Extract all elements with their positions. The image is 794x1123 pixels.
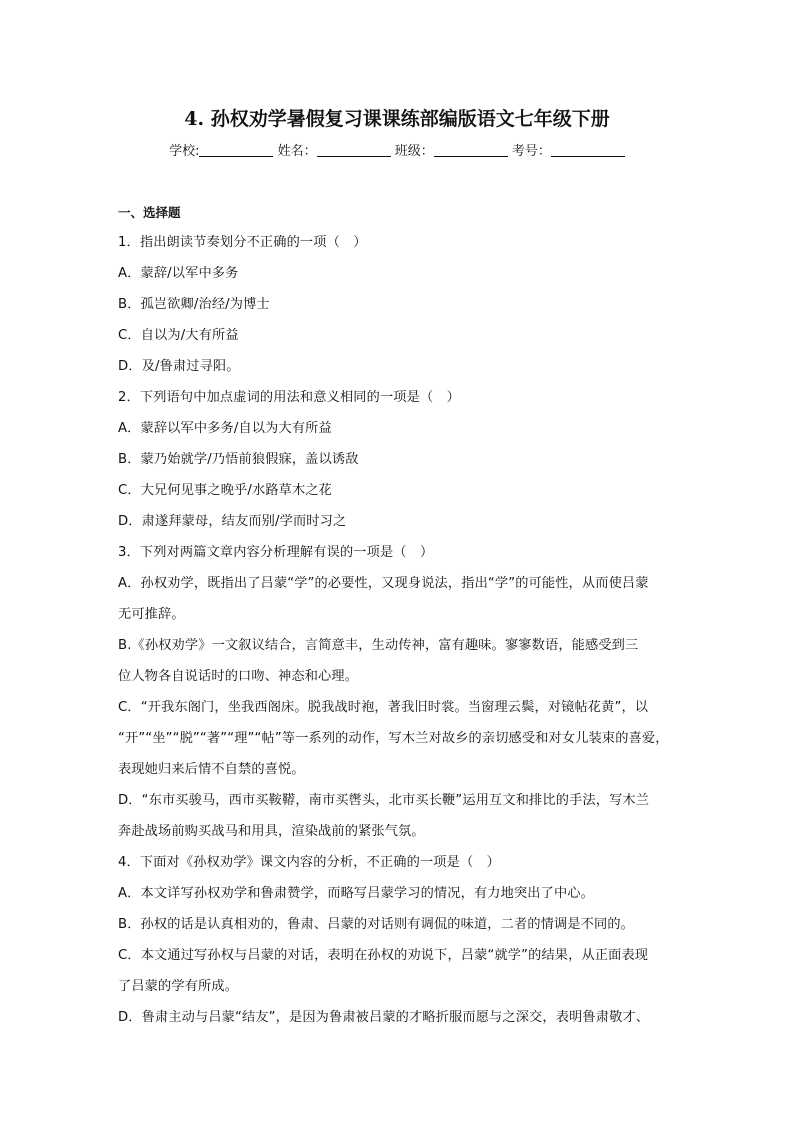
class-label: 班级： — [394, 144, 434, 159]
question-3-option-d-line-2: 奔赴战场前购买战马和用具，渲染战前的紧张气氛。 — [118, 824, 425, 839]
question-3-option-a-line-1: A．孙权劝学，既指出了吕蒙“学”的必要性，又现身说法，指出“学”的可能性，从而使吕蒙 — [118, 576, 649, 591]
school-label: 学校: — [169, 144, 200, 159]
question-body — [118, 203, 684, 1033]
class-blank[interactable] — [434, 144, 508, 157]
document-title: 4. 孙权劝学暑假复习课课练部编版语文七年级下册 — [184, 108, 610, 130]
question-2-option-b: B．蒙乃始就学/乃悟前狼假寐，盖以诱敌 — [118, 452, 359, 467]
question-2-stem: 2．下列语句中加点虚词的用法和意义相同的一项是（ ） — [118, 390, 460, 405]
question-3-option-c-line-3: 表现她归来后情不自禁的喜悦。 — [118, 762, 305, 777]
question-4-option-c-line-1: C．本文通过写孙权与吕蒙的对话，表明在孙权的劝说下，吕蒙“就学”的结果，从正面表现 — [118, 948, 649, 963]
question-3-option-c-line-2: “开”“坐”“脱”“著”“理”“帖”等一系列的动作，写木兰对故乡的亲切感受和对女儿装束的喜爱， — [118, 731, 669, 746]
exam-number-label: 考号： — [511, 144, 551, 159]
school-blank[interactable] — [199, 144, 273, 157]
question-4-stem: 4．下面对《孙权劝学》课文内容的分析，不正确的一项是（ ） — [118, 855, 500, 870]
question-1-option-a: A．蒙辞/以军中多务 — [118, 266, 239, 281]
question-3-option-b-line-1: B.《孙权劝学》一文叙议结合，言简意丰，生动传神，富有趣味。寥寥数语，能感受到三 — [118, 638, 639, 653]
question-2-option-a: A．蒙辞以军中多务/自以为大有所益 — [118, 421, 332, 436]
question-1-stem: 1．指出朗读节奏划分不正确的一项（ ） — [118, 235, 367, 250]
question-3-option-c-line-1: C．“开我东阁门，坐我西阁床。脱我战时袍，著我旧时裳。当窗理云鬓，对镜帖花黄”，以 — [118, 700, 649, 715]
exam-number-blank[interactable] — [551, 144, 625, 157]
question-2-option-d: D．肃遂拜蒙母，结友而别/学而时习之 — [118, 514, 347, 529]
question-2-option-c: C．大兄何见事之晚乎/水路草木之花 — [118, 483, 333, 498]
question-1-option-d: D．及/鲁肃过寻阳。 — [118, 359, 240, 374]
question-4-option-c-line-2: 了吕蒙的学有所成。 — [118, 979, 239, 994]
question-3-stem: 3．下列对两篇文章内容分析理解有误的一项是（ ） — [118, 545, 434, 560]
question-3-option-b-line-2: 位人物各自说话时的口吻、神态和心理。 — [118, 669, 359, 684]
question-1-option-c: C．自以为/大有所益 — [118, 328, 239, 343]
name-label: 姓名： — [277, 144, 317, 159]
question-4-option-a: A．本文详写孙权劝学和鲁肃赞学，而略写吕蒙学习的情况，有力地突出了中心。 — [118, 886, 594, 901]
question-4-option-b: B．孙权的话是认真相劝的，鲁肃、吕蒙的对话则有调侃的味道，二者的情调是不同的。 — [118, 917, 635, 932]
section-heading: 一、选择题 — [118, 205, 181, 220]
question-3-option-a-line-2: 无可推辞。 — [118, 607, 185, 622]
student-info-line — [0, 140, 794, 159]
question-1-option-b: B．孤岂欲卿/治经/为博士 — [118, 297, 270, 312]
name-blank[interactable] — [317, 144, 391, 157]
question-3-option-d-line-1: D．“东市买骏马，西市买鞍鞯，南市买辔头，北市买长鞭”运用互文和排比的手法，写木兰 — [118, 793, 650, 808]
question-4-option-d-line-1: D．鲁肃主动与吕蒙“结友”，是因为鲁肃被吕蒙的才略折服而愿与之深交，表明鲁肃敬才、 — [118, 1010, 650, 1025]
